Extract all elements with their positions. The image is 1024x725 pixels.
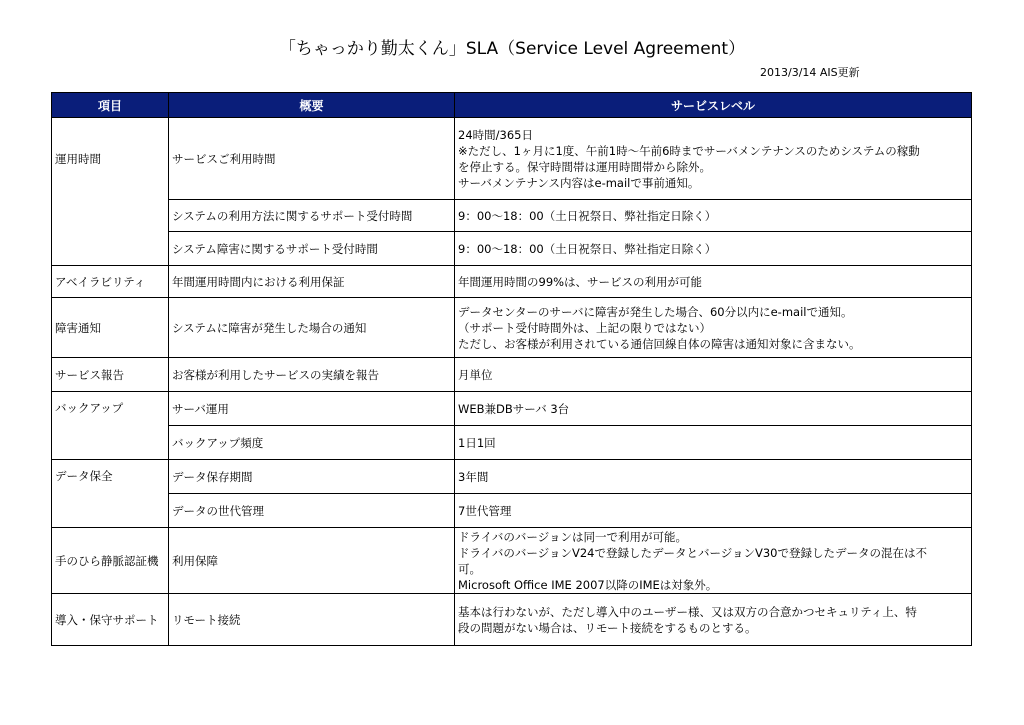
service-level-line: 7世代管理 — [458, 503, 512, 518]
cell-summary: バックアップ頻度 — [169, 426, 455, 460]
table-row — [52, 298, 972, 358]
cell-summary: システム障害に関するサポート受付時間 — [169, 232, 455, 266]
cell-summary: サーバ運用 — [169, 392, 455, 426]
page-title: 「ちゃっかり勤太くん」SLA（Service Level Agreement） — [278, 39, 746, 59]
service-level-line: データセンターのサーバに障害が発生した場合、60分以内にe-mailで通知。 — [458, 304, 853, 319]
table-row — [52, 460, 972, 494]
cell-item: データ保全 — [52, 460, 169, 494]
service-level-line: ただし、お客様が利用されている通信回線自体の障害は通知対象に含まない。 — [458, 336, 861, 351]
cell-service-level — [455, 594, 972, 646]
update-date: 2013/3/14 AIS更新 — [760, 66, 860, 79]
service-level-line: ドライバのバージョンは同一で利用が可能。 — [458, 529, 687, 544]
service-level-line: サーバメンテナンス内容はe-mailで事前通知。 — [458, 175, 700, 190]
column-header-service-level: サービスレベル — [455, 93, 972, 118]
cell-item: アベイラビリティ — [52, 266, 169, 298]
cell-service-level — [455, 460, 972, 494]
cell-service-level — [455, 358, 972, 392]
cell-service-level — [455, 232, 972, 266]
cell-item — [52, 200, 169, 232]
cell-item: バックアップ — [52, 392, 169, 426]
service-level-line: を停止する。保守時間帯は運用時間帯から除外。 — [458, 159, 711, 174]
table-row — [52, 426, 972, 460]
service-level-line: 1日1回 — [458, 435, 496, 450]
service-level-line: 月単位 — [458, 367, 493, 382]
cell-summary: 年間運用時間内における利用保証 — [169, 266, 455, 298]
cell-item — [52, 426, 169, 460]
service-level-line: 9：00～18：00（土日祝祭日、弊社指定日除く） — [458, 208, 717, 223]
service-level-line: 可。 — [458, 561, 481, 576]
sla-table — [51, 92, 972, 646]
service-level-line: Microsoft Office IME 2007以降のIMEは対象外。 — [458, 577, 718, 592]
table-row — [52, 392, 972, 426]
service-level-line: 年間運用時間の99%は、サービスの利用が可能 — [458, 274, 703, 289]
service-level-line: WEB兼DBサーバ 3台 — [458, 401, 570, 416]
service-level-line: ※ただし、1ヶ月に1度、午前1時～午前6時までサーバメンテナンスのためシステムの稼動 — [458, 143, 920, 158]
table-row — [52, 528, 972, 594]
cell-service-level — [455, 426, 972, 460]
cell-summary: データの世代管理 — [169, 494, 455, 528]
cell-summary: 利用保障 — [169, 528, 455, 594]
cell-service-level — [455, 266, 972, 298]
service-level-line: 24時間/365日 — [458, 127, 533, 142]
cell-service-level — [455, 200, 972, 232]
cell-item: 導入・保守サポート — [52, 594, 169, 646]
service-level-line: 9：00～18：00（土日祝祭日、弊社指定日除く） — [458, 241, 717, 256]
service-level-line: ドライバのバージョンV24で登録したデータとバージョンV30で登録したデータの混在は不 — [458, 545, 928, 560]
cell-summary: システムに障害が発生した場合の通知 — [169, 298, 455, 358]
column-header-item: 項目 — [52, 93, 169, 118]
cell-service-level — [455, 528, 972, 594]
cell-item: 運用時間 — [52, 118, 169, 200]
cell-service-level — [455, 494, 972, 528]
table-row — [52, 594, 972, 646]
cell-summary: データ保存期間 — [169, 460, 455, 494]
cell-summary: お客様が利用したサービスの実績を報告 — [169, 358, 455, 392]
cell-item: 手のひら静脈認証機 — [52, 528, 169, 594]
cell-service-level — [455, 118, 972, 200]
table-row — [52, 200, 972, 232]
cell-service-level — [455, 392, 972, 426]
table-row — [52, 266, 972, 298]
service-level-line: 3年間 — [458, 469, 489, 484]
cell-summary: リモート接続 — [169, 594, 455, 646]
cell-item — [52, 494, 169, 528]
service-level-line: （サポート受付時間外は、上記の限りではない） — [458, 320, 711, 335]
cell-summary: システムの利用方法に関するサポート受付時間 — [169, 200, 455, 232]
table-row — [52, 358, 972, 392]
service-level-line: 段の問題がない場合は、リモート接続をするものとする。 — [458, 620, 757, 635]
table-row — [52, 118, 972, 200]
cell-item: 障害通知 — [52, 298, 169, 358]
table-row — [52, 232, 972, 266]
table-row — [52, 494, 972, 528]
cell-item: サービス報告 — [52, 358, 169, 392]
cell-summary: サービスご利用時間 — [169, 118, 455, 200]
service-level-line: 基本は行わないが、ただし導入中のユーザー様、又は双方の合意かつセキュリティ上、特 — [458, 604, 917, 619]
cell-service-level — [455, 298, 972, 358]
cell-item — [52, 232, 169, 266]
column-header-summary: 概要 — [169, 93, 455, 118]
table-header-row — [52, 93, 972, 118]
